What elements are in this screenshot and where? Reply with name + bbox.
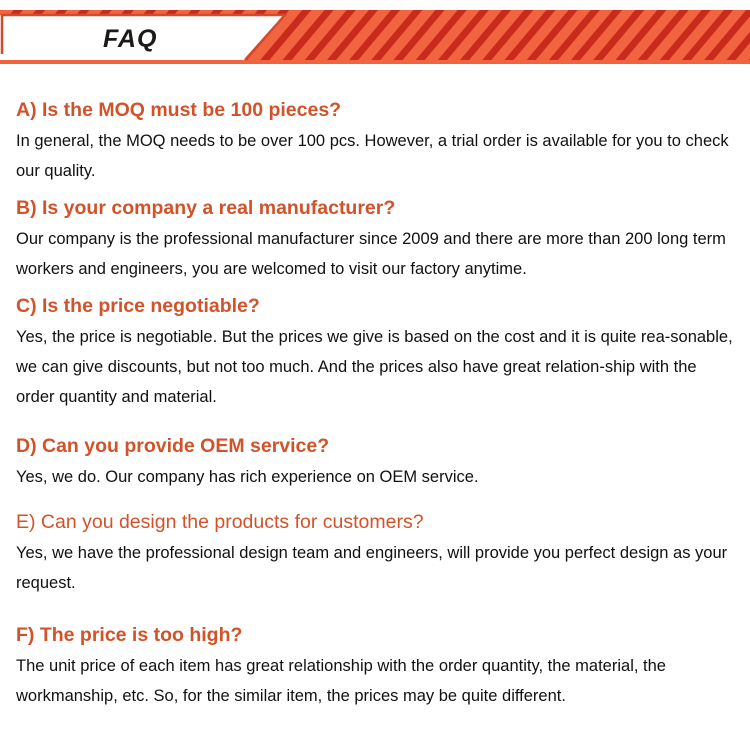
faq-answer: Yes, we have the professional design team and engineers, will provide you perfect design as your request. <box>16 544 728 592</box>
faq-answer: Yes, we do. Our company has rich experience on OEM service. <box>16 468 479 486</box>
faq-answer: The unit price of each item has great relationship with the order quantity, the material, the workmanship, etc. So, for the similar item, the prices may be quite different. <box>16 657 666 705</box>
faq-question: F) The price is too high? <box>16 624 243 646</box>
faq-answer: In general, the MOQ needs to be over 100 pcs. However, a trial order is available for you to check our quality. <box>16 132 729 180</box>
faq-answer: Our company is the professional manufacturer since 2009 and there are more than 200 long term workers and engineers, you are welcomed to visit our factory anytime. <box>16 230 726 278</box>
faq-item-f <box>16 621 738 711</box>
faq-question: B) Is your company a real manufacturer? <box>16 197 396 219</box>
faq-item-e <box>16 508 738 598</box>
faq-answer: Yes, the price is negotiable. But the prices we give is based on the cost and it is quite rea-sonable, we can give discounts, but not too much. And the prices also have great relation-ship with the order quantity and material. <box>16 328 733 406</box>
faq-banner <box>0 0 750 70</box>
faq-item-b <box>16 194 738 284</box>
faq-question: A) Is the MOQ must be 100 pieces? <box>16 99 342 121</box>
page-title: FAQ <box>103 25 158 53</box>
faq-question: C) Is the price negotiable? <box>16 295 260 317</box>
faq-question: E) Can you design the products for customers? <box>16 511 424 533</box>
faq-item-a <box>16 96 738 186</box>
faq-question: D) Can you provide OEM service? <box>16 435 330 457</box>
faq-item-c <box>16 292 738 412</box>
faq-item-d <box>16 432 738 492</box>
